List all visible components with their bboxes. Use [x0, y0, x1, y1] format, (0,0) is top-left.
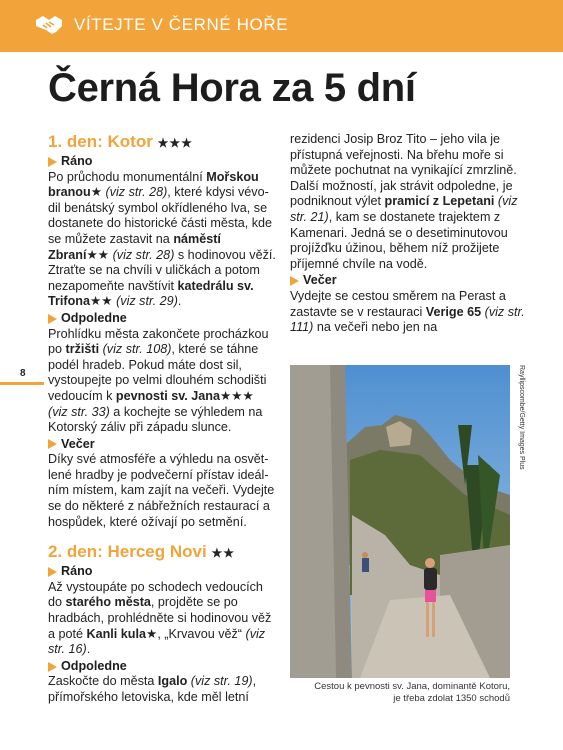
- page-number: 8: [20, 368, 26, 379]
- triangle-bullet-icon: [290, 276, 299, 286]
- day2-afternoon-heading: Odpoledne: [48, 659, 276, 675]
- day2-afternoon-option: Další možností, jak strávit odpoledne, je podniknout výlet pramicí z Lepetani (viz str. 21), kam se dostanete trajektem z Kamenari. Jedná se o desetiminutovou projížďku úžinou, během níž prožijete příjemné chvíle na vodě.: [290, 178, 518, 271]
- day1-evening-text: Díky své atmosféře a výhledu na osvětlené hradby je podvečerní přístav ideálním místem, kam zajít na večeři. Vydejte se do některé z nábřežních restaurací a hospůdek, které ožívají po setmění.: [48, 452, 275, 529]
- photo-credit: Rayllipscombe/Getty Images Plus: [518, 365, 525, 470]
- rating-stars: ★★: [211, 546, 235, 561]
- day2-afternoon-continuation: rezidenci Josip Broz Tito – jeho vila je přístupná veřejnosti. Na břehu moře si můžete pochutnat na vynikající zmrzlině.: [290, 132, 517, 178]
- page-number-marker: [0, 382, 44, 385]
- page-title: Černá Hora za 5 dní: [48, 66, 416, 110]
- handshake-icon: [34, 13, 64, 37]
- banner-title: VÍTEJTE V ČERNÉ HOŘE: [74, 15, 289, 34]
- day2-evening-text: Vydejte se cestou směrem na Perast a zastavte se v restauraci Verige 65 (viz str. 111) na večeři nebo jen na: [290, 288, 525, 335]
- day2-heading: 2. den: Herceg Novi ★★: [48, 542, 235, 562]
- text-column-right: [290, 132, 526, 336]
- chapter-banner: [0, 0, 563, 52]
- day1-afternoon-heading: Odpoledne: [48, 311, 276, 327]
- day2-morning-heading: Ráno: [48, 564, 276, 580]
- day1-morning-text: Po průchodu monumentální Mořskou branou★ (viz str. 28), které kdysi vévodil benátský symbol okřídleného lva, se dostanete do historické části města, kde se můžete zastavit na náměstí Zbraní★★ (viz str. 28) s hodinovou věží. Ztraťte se na chvíli v uličkách a potom nezapomeňte navštívit katedrálu sv. Trifona★★ (viz str. 29).: [48, 169, 276, 309]
- triangle-bullet-icon: [48, 439, 57, 449]
- text-column-left: [48, 132, 276, 706]
- day1-heading: 1. den: Kotor ★★★: [48, 132, 193, 151]
- triangle-bullet-icon: [48, 567, 57, 577]
- triangle-bullet-icon: [48, 662, 57, 672]
- day2-afternoon-text: Zaskočte do města Igalo (viz str. 19), přímořského letoviska, kde měl letní: [48, 674, 257, 704]
- rating-stars: ★★★: [157, 136, 193, 150]
- day1-morning-heading: Ráno: [48, 154, 276, 170]
- triangle-bullet-icon: [48, 157, 57, 167]
- day1-evening-heading: Večer: [48, 437, 276, 453]
- day1-afternoon-text: Prohlídku města zakončete procházkou po tržišti (viz str. 108), které se táhne podél hradeb. Pokud máte dost sil, vystoupejte po velmi dlouhém schodišti vedoucím k pevnosti sv. Jana★★★ (viz str. 33) a kochejte se výhledem na Kotorský záliv při západu slunce.: [48, 326, 269, 435]
- photo-caption: Cestou k pevnosti sv. Jana, dominantě Kotoru, je třeba zdolat 1350 schodů: [314, 681, 510, 704]
- triangle-bullet-icon: [48, 314, 57, 324]
- kotor-fortress-photo: [290, 365, 510, 678]
- day2-evening-heading: Večer: [290, 273, 526, 289]
- day2-morning-text: Až vystoupáte po schodech vedoucích do starého města, projděte se po hradbách, prohlédněte si hodinovou věž a poté Kanli kula★, „Krvavou věž“ (viz str. 16).: [48, 579, 272, 657]
